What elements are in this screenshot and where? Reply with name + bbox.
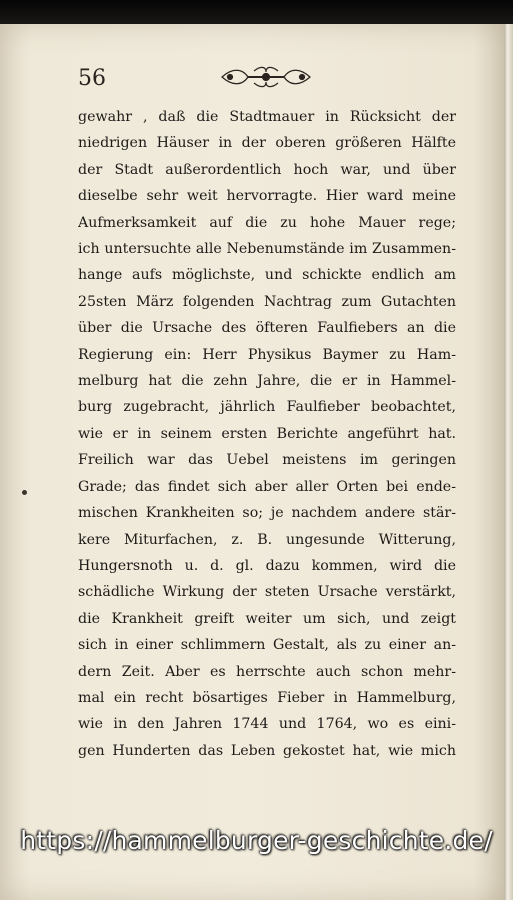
text-line: gewahr , daß die Stadtmauer in Rücksicht der <box>78 109 456 125</box>
text-line: 25sten März folgenden Nachtrag zum Gutachten <box>78 293 456 310</box>
page-body-text <box>78 104 456 764</box>
margin-dot <box>22 490 27 495</box>
fleuron-ornament-icon <box>218 62 314 92</box>
text-line: wie in den Jahren 1744 und 1764, wo es eini- <box>78 716 456 733</box>
text-line: ich untersuchte alle Nebenumstände im Zusammen- <box>78 241 456 258</box>
text-line: die Krankheit greift weiter um sich, und zeigt <box>78 610 456 627</box>
text-line: dieselbe sehr weit hervorragte. Hier ward meine <box>78 188 456 205</box>
text-line: niedrigen Häuser in der oberen größeren Hälfte <box>78 135 456 152</box>
text-line: burg zugebracht, jährlich Faulfieber beobachtet, <box>78 399 456 416</box>
text-line: schädliche Wirkung der steten Ursache verstärkt, <box>78 584 456 601</box>
text-line: Freilich war das Uebel meistens im geringen <box>78 452 456 469</box>
text-line: kere Miturfachen, z. B. ungesunde Witterung, <box>78 531 456 548</box>
text-line: gen Hunderten das Leben gekostet hat, wie mich <box>78 742 456 759</box>
text-line: Grade; das findet sich aber aller Orten bei ende- <box>78 478 456 495</box>
text-line: dern Zeit. Aber es herrschte auch schon mehr- <box>78 663 456 680</box>
text-line: Regierung ein: Herr Physikus Baymer zu Ham- <box>78 346 456 363</box>
text-line: sich in einer schlimmern Gestalt, als zu einer an- <box>78 637 456 654</box>
text-line: wie er in seinem ersten Berichte angeführt hat. <box>78 425 456 442</box>
text-line: Aufmerksamkeit auf die zu hohe Mauer rege; <box>78 214 456 231</box>
page-number: 56 <box>78 66 106 91</box>
text-line: mal ein recht bösartiges Fieber in Hammelburg, <box>78 689 456 706</box>
text-line: melburg hat die zehn Jahre, die er in Hammel- <box>78 373 456 390</box>
text-line: Hungersnoth u. d. gl. dazu kommen, wird die <box>78 557 456 574</box>
text-line: mischen Krankheiten so; je nachdem andere stär- <box>78 505 456 522</box>
page-right-edge <box>504 24 513 900</box>
text-line: hange aufs möglichste, und schickte endlich am <box>78 267 456 284</box>
text-line: über die Ursache des öfteren Faulfiebers an die <box>78 320 456 337</box>
text-line: der Stadt außerordentlich hoch war, und über <box>78 161 456 178</box>
watermark-url: https://hammelburger-geschichte.de/ <box>20 826 493 855</box>
